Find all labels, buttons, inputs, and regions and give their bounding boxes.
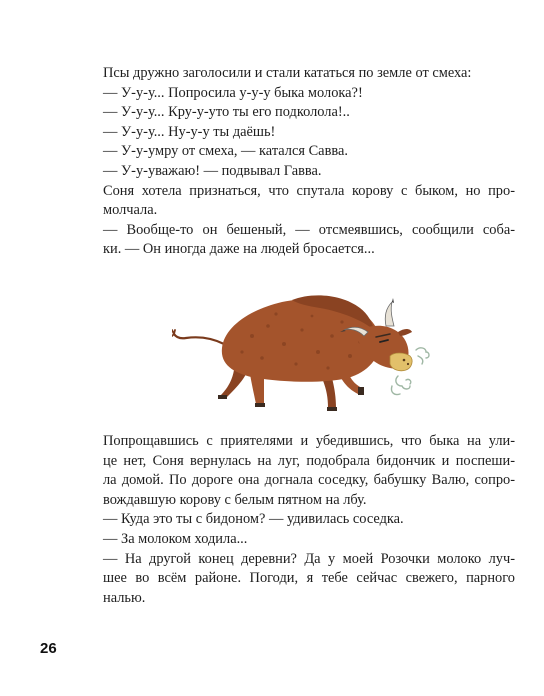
dialogue-line: — У-у-у... Попросила у-у-у быка молока?! xyxy=(103,84,363,101)
text-block-bottom xyxy=(103,432,515,608)
text-line: Соня хотела признаться, что спутала корову с быком, но про- xyxy=(103,182,515,199)
bull-ear xyxy=(398,329,412,336)
text-line: шее во всём районе. Погоди, я тебе сейчас свежего, парного xyxy=(103,570,515,587)
page-number: 26 xyxy=(40,640,57,657)
text-line: ла домой. По дороге она догнала соседку, бабушку Валю, сопро- xyxy=(103,472,515,489)
bull-snout xyxy=(390,353,412,371)
bull-horn-right xyxy=(385,302,394,326)
bull-hoof xyxy=(327,407,337,411)
bull-leg-front-left xyxy=(322,378,336,408)
dialogue-line: — Куда это ты с бидоном? — удивилась соседка. xyxy=(103,511,404,528)
dialogue-line: — У-у-у... Кру-у-уто ты его подколола!.. xyxy=(103,104,350,121)
dialogue-line: — Вообще-то он бешеный, — отсмеявшись, сообщили соба- xyxy=(103,221,515,238)
text-line: налью. xyxy=(103,589,146,606)
text-line: вождавшую корову с белым пятном на лбу. xyxy=(103,491,367,508)
bull-hoof xyxy=(358,387,364,395)
text-block-top xyxy=(103,64,515,260)
bull-drawing xyxy=(172,286,432,418)
text-line: Попрощавшись с приятелями и убедившись, что быка на ули- xyxy=(103,433,515,449)
bull-illustration xyxy=(172,286,432,418)
bull-nostril xyxy=(403,359,406,362)
dialogue-line: — У-у-уважаю! — подвывал Гавва. xyxy=(103,162,322,179)
dialogue-line: — За молоком ходила... xyxy=(103,530,248,547)
text-line: Псы дружно заголосили и стали кататься по земле от смеха: xyxy=(103,65,472,81)
text-line: ки. — Он иногда даже на людей бросается... xyxy=(103,241,375,258)
dialogue-line: — У-у-у... Ну-у-у ты даёшь! xyxy=(103,123,276,140)
bull-tail xyxy=(174,334,224,344)
dialogue-line: — На другой конец деревни? Да у моей Розочки молоко луч- xyxy=(103,550,515,567)
bull-hoof xyxy=(255,403,265,407)
bull-hoof xyxy=(218,395,227,399)
text-line: це нет, Соня вернулась на луг, подобрала бидончик и поспеши- xyxy=(103,452,515,469)
bull-nostril xyxy=(407,363,409,365)
dialogue-line: — У-у-умру от смеха, — катался Савва. xyxy=(103,143,348,160)
text-line: молчала. xyxy=(103,202,158,219)
